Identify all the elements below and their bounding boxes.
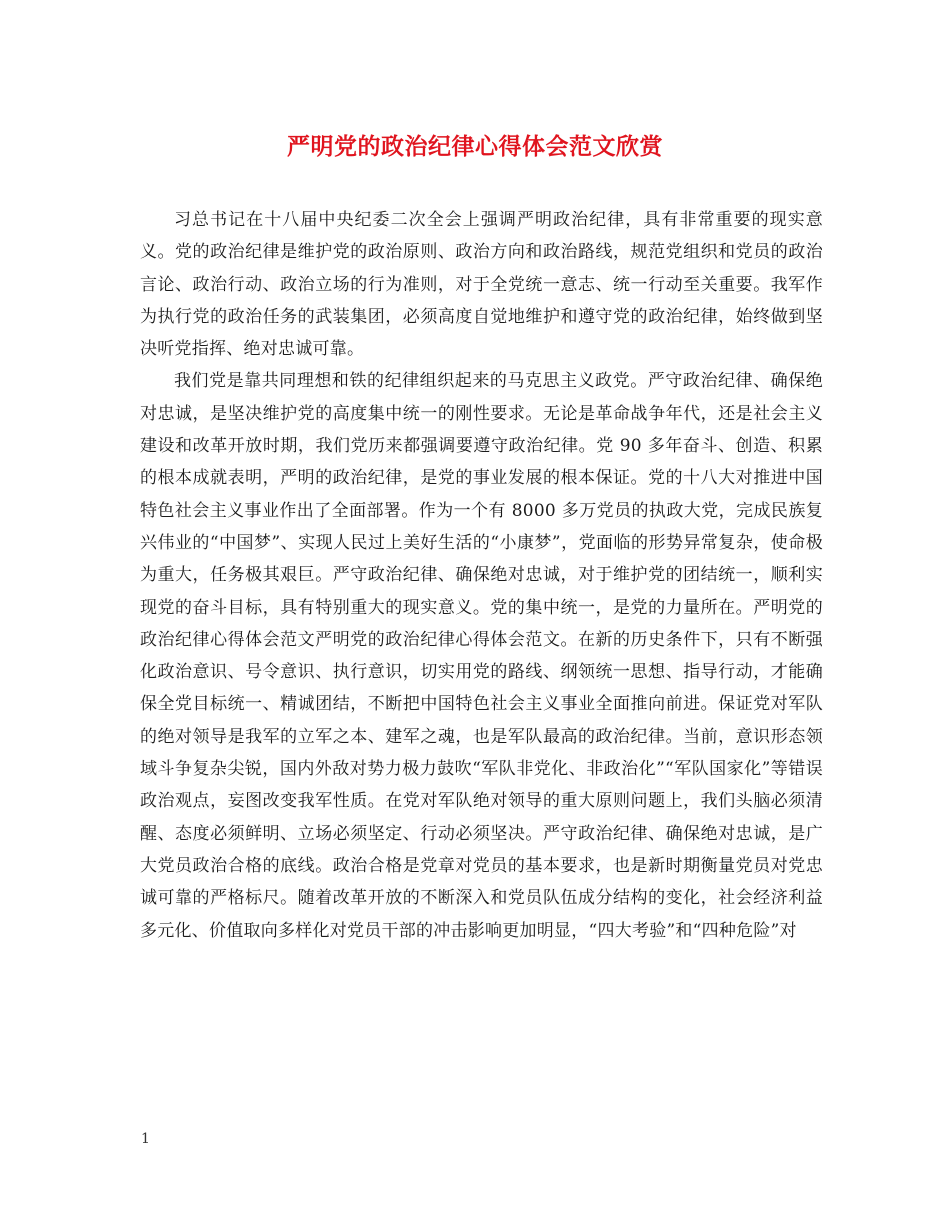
paragraph-2: 我们党是靠共同理想和铁的纪律组织起来的马克思主义政党。严守政治纪律、确保绝对忠诚，是坚决维护党的高度集中统一的刚性要求。无论是革命战争年代，还是社会主义建设和改革开放时期，我们党历来都强调要遵守政治纪律。党 90 多年奋斗、创造、积累的根本成就表明，严明的政治纪律，是党的事业发展的根本保证。党的十八大对推进中国特色社会主义事业作出了全面部署。作为一个有 8000 多万党员的执政大党，完成民族复兴伟业的“中国梦”、实现人民过上美好生活的“小康梦”，党面临的形势异常复杂，使命极为重大，任务极其艰巨。严守政治纪律、确保绝对忠诚，对于维护党的团结统一，顺利实现党的奋斗目标，具有特别重大的现实意义。党的集中统一，是党的力量所在。严明党的政治纪律心得体会范文严明党的政治纪律心得体会范文。在新的历史条件下，只有不断强化政治意识、号令意识、执行意识，切实用党的路线、纲领统一思想、指导行动，才能确保全党目标统一、精诚团结，不断把中国特色社会主义事业全面推向前进。保证党对军队的绝对领导是我军的立军之本、建军之魂，也是军队最高的政治纪律。当前，意识形态领域斗争复杂尖锐，国内外敌对势力极力鼓吹“军队非党化、非政治化”“军队国家化”等错误政治观点，妄图改变我军性质。在党对军队绝对领导的重大原则问题上，我们头脑必须清醒、态度必须鲜明、立场必须坚定、行动必须坚决。严守政治纪律、确保绝对忠诚，是广大党员政治合格的底线。政治合格是党章对党员的基本要求，也是新时期衡量党员对党忠诚可靠的严格标尺。随着改革开放的不断深入和党员队伍成分结构的变化，社会经济利益多元化、价值取向多样化对党员干部的冲击影响更加明显，“四大考验”和“四种危险”对 (140, 371, 823, 941)
paragraph-1: 习总书记在十八届中央纪委二次全会上强调严明政治纪律，具有非常重要的现实意义。党的政治纪律是维护党的政治原则、政治方向和政治路线，规范党组织和党员的政治言论、政治行动、政治立场的行为准则，对于全党统一意志、统一行动至关重要。我军作为执行党的政治任务的武装集团，必须高度自觉地维护和遵守党的政治纪律，始终做到坚决听党指挥、绝对忠诚可靠。 (140, 210, 823, 360)
page-number: 1 (141, 1131, 150, 1147)
document-body (140, 204, 823, 947)
document-title: 严明党的政治纪律心得体会范文欣赏 (287, 133, 663, 160)
